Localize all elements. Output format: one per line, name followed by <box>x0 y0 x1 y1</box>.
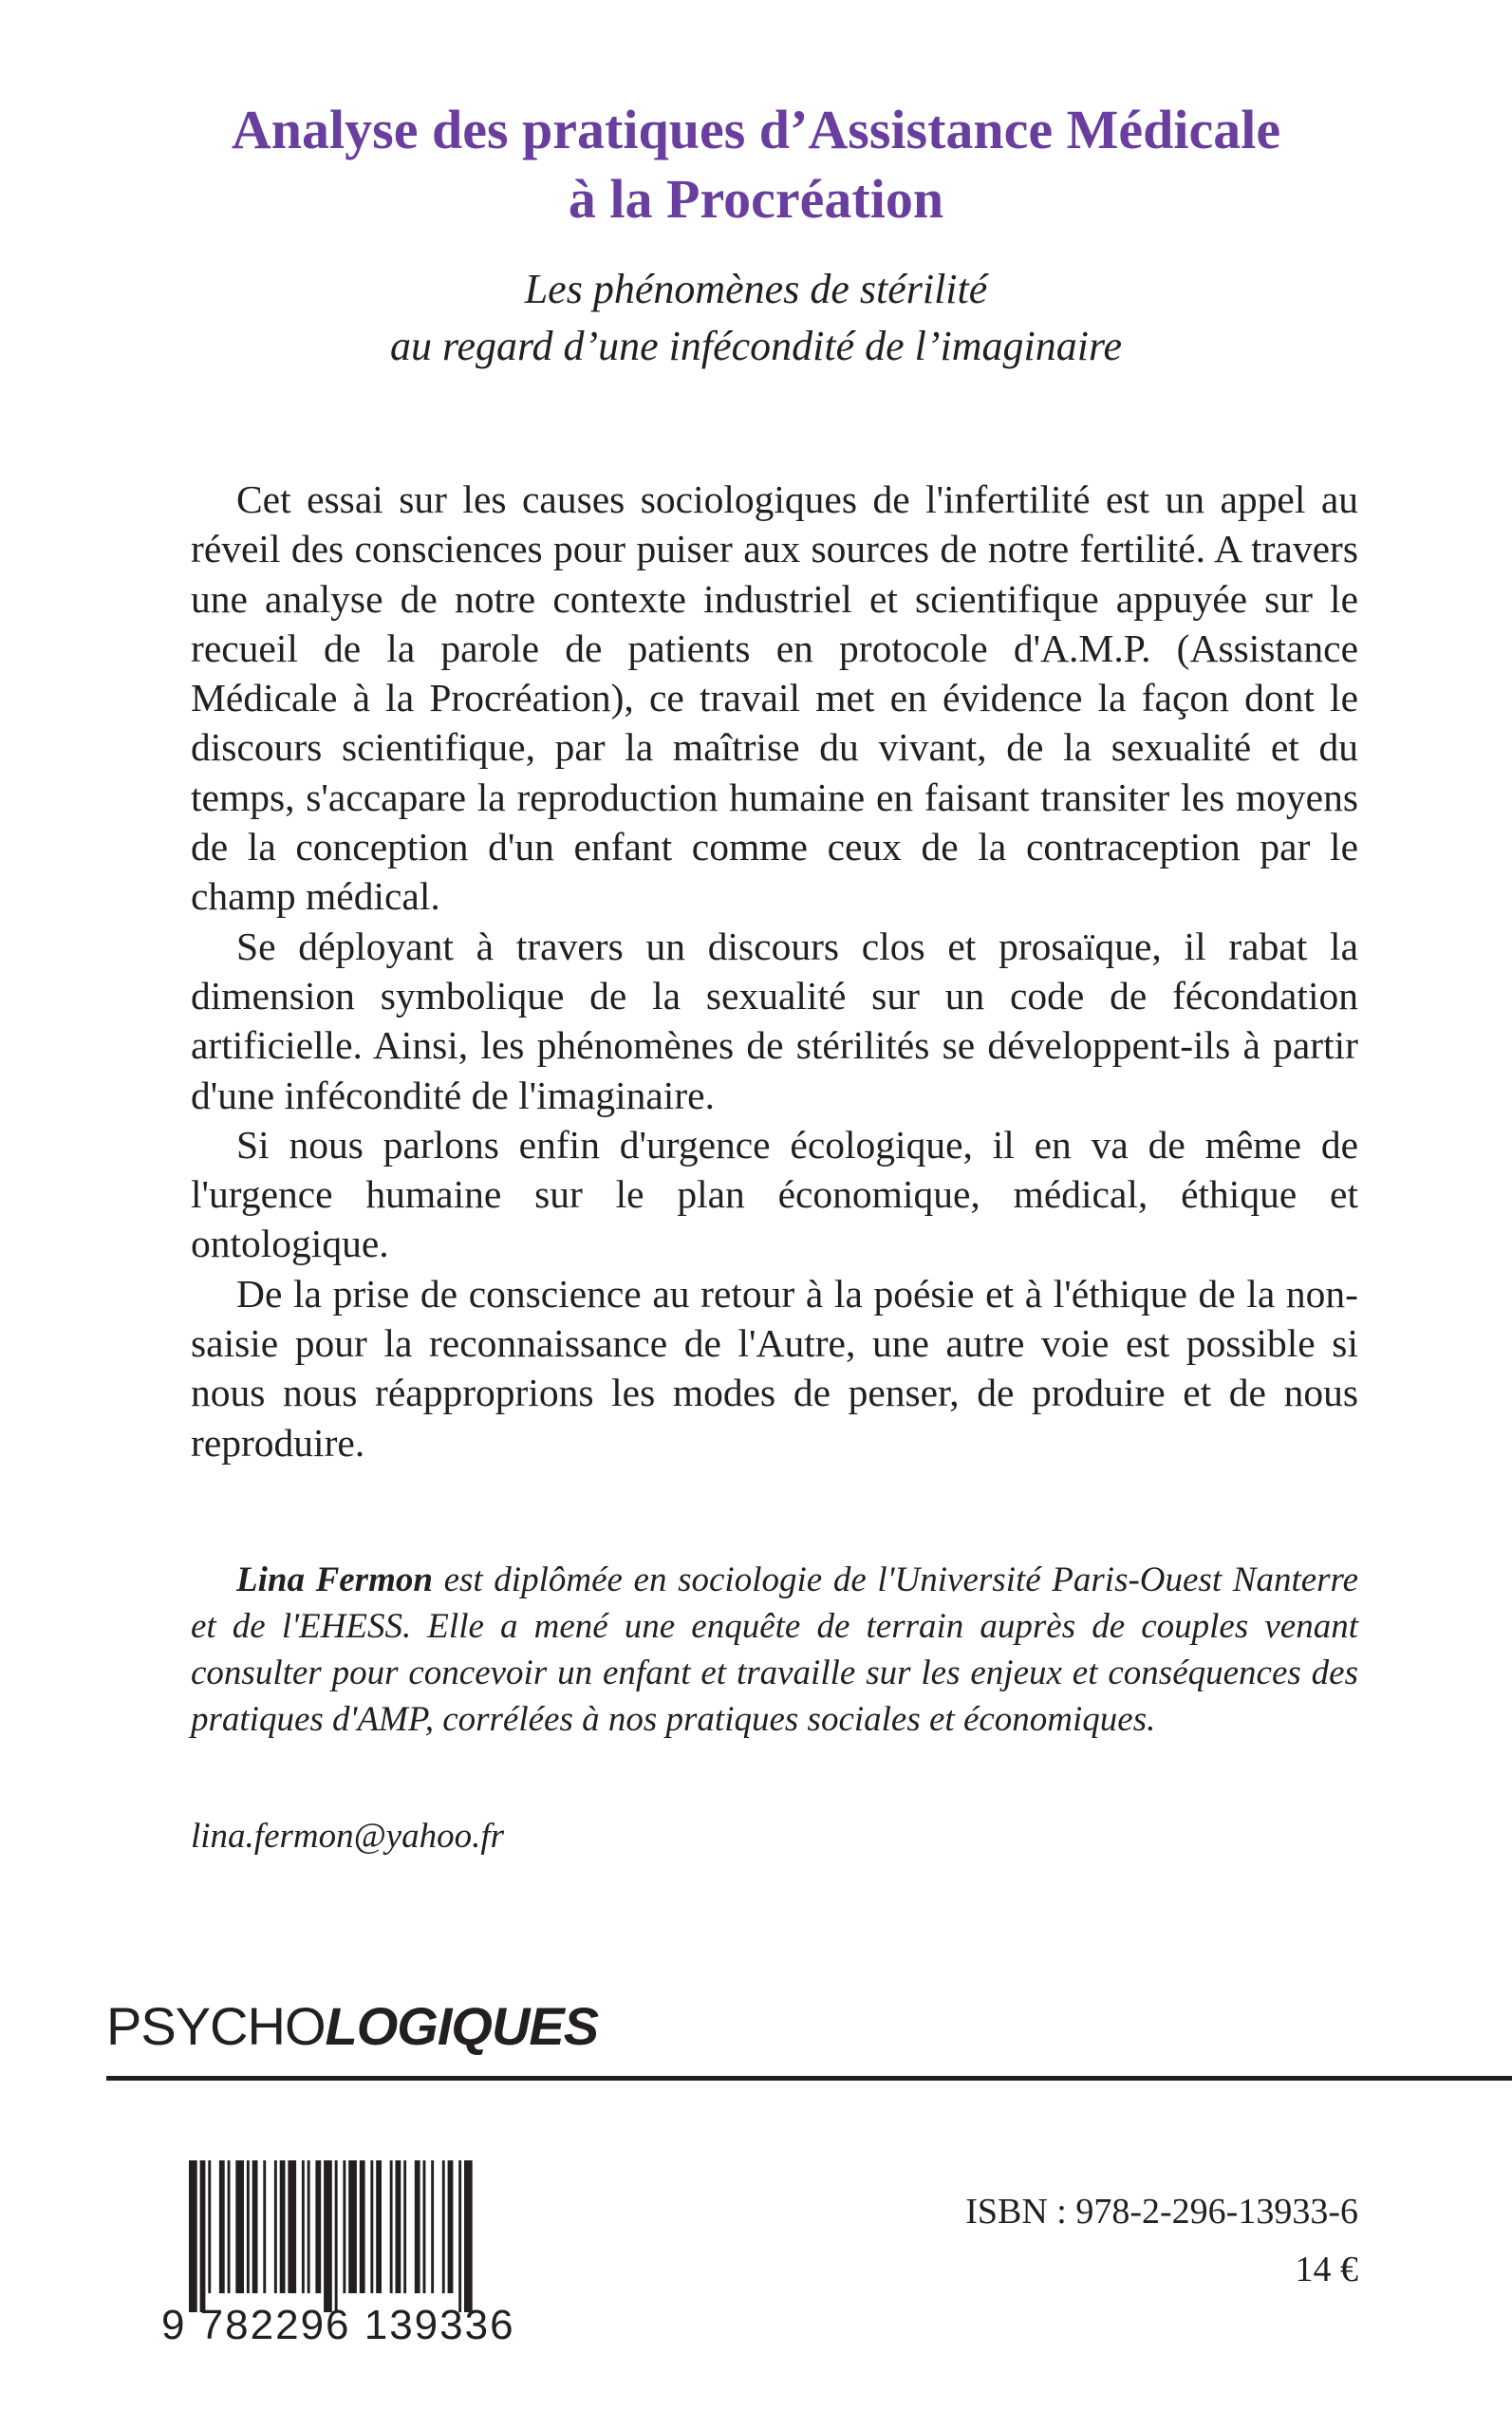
author-bio <box>191 1557 1358 1743</box>
description-paragraph-1: Cet essai sur les causes sociologiques de l'infertilité est un appel au réveil des consciences pour puiser aux sources de notre fertilité. A travers une analyse de notre contexte industriel et scientifique appuyée sur le recueil de la parole de patients en protocole d'A.M.P. (Assistance Médicale à la Procréation), ce travail met en évidence la façon dont le discours scientifique, par la maîtrise du vivant, de la sexualité et du temps, s'accapare la reproduction humaine en faisant transiter les moyens de la conception d'un enfant comme ceux de la contraception par le champ médical. <box>191 477 1358 919</box>
description-paragraph-2: Se déployant à travers un discours clos et prosaïque, il rabat la dimension symbolique de la sexualité sur un code de fécondation artificielle. Ainsi, les phénomènes de stérilités se développent-ils à partir d'une infécondité de l'imaginaire. <box>191 924 1358 1117</box>
barcode-bar <box>360 2160 365 2293</box>
isbn: ISBN : 978-2-296-13933-6 <box>965 2192 1358 2232</box>
barcode-bar <box>235 2160 244 2293</box>
price: 14 € <box>1295 2250 1358 2289</box>
barcode-bar <box>376 2160 382 2293</box>
barcode-bar <box>390 2160 393 2293</box>
barcode-bar <box>464 2160 473 2312</box>
barcode-bar <box>280 2160 286 2293</box>
subtitle-line-1: Les phénomènes de stérilité <box>524 266 988 312</box>
barcode-bar <box>423 2160 426 2293</box>
author-name: Lina Fermon <box>236 1560 433 1599</box>
barcode-digits: 9 782296 139336 <box>161 2302 515 2348</box>
barcode-bar <box>200 2160 206 2312</box>
barcode-bar <box>343 2160 345 2293</box>
series-logo-suffix: LOGIQUES <box>325 1996 599 2056</box>
barcode-bar <box>302 2160 305 2293</box>
description-paragraph-4: De la prise de conscience au retour à la poésie et à l'éthique de la non-saisie pour la reconnaissance de l'Autre, une autre voie est possible si nous nous réapproprions les modes de penser, de produire et de nous reproduire. <box>191 1271 1358 1465</box>
barcode-bar <box>274 2160 277 2293</box>
barcode-bar <box>324 2160 332 2312</box>
subtitle-line-2: au regard d’une infécondité de l’imaginaire <box>389 323 1123 369</box>
barcode-bar <box>448 2160 454 2293</box>
barcode-bar <box>228 2160 231 2293</box>
barcode-bar <box>403 2160 406 2293</box>
barcode-bar <box>288 2160 296 2293</box>
title-line-1: Analyse des pratiques d’Assistance Médicale <box>231 99 1281 160</box>
barcode <box>185 2160 612 2312</box>
divider-rule <box>106 2076 1512 2081</box>
author-email[interactable]: lina.fermon@yahoo.fr <box>191 1817 505 1856</box>
barcode-bar <box>308 2160 310 2293</box>
barcode-bar <box>263 2160 266 2293</box>
barcode-bar <box>415 2160 420 2293</box>
barcode-bar <box>208 2160 211 2293</box>
barcode-bar <box>396 2160 401 2293</box>
barcode-bar <box>335 2160 338 2312</box>
barcode-bar <box>219 2160 225 2293</box>
barcode-bar <box>252 2160 258 2293</box>
series-logo-prefix: PSYCHO <box>106 1996 326 2056</box>
author-bio-text: est diplômée en sociologie de l'Université Paris-Ouest Nanterre et de l'EHESS. Elle a mené une enquête de terrain auprès de couples venant consulter pour concevoir un enfant et travaille sur les enjeux et conséquences des pratiques d'AMP, corrélées à nos pratiques sociales et économiques. <box>191 1560 1358 1739</box>
description <box>191 475 1358 1467</box>
barcode-bar <box>442 2160 445 2293</box>
barcode-bar <box>315 2160 321 2293</box>
barcode-bar <box>370 2160 373 2293</box>
barcode-bar <box>189 2160 197 2312</box>
description-paragraph-3: Si nous parlons enfin d'urgence écologique, il en va de même de l'urgence humaine sur le plan économique, médical, éthique et ontologique. <box>191 1122 1358 1266</box>
author-bio-paragraph <box>191 1557 1358 1743</box>
title-line-2: à la Procréation <box>568 168 944 230</box>
series-logo <box>106 1993 598 2060</box>
barcode-bar <box>458 2160 461 2312</box>
barcode-bar <box>348 2160 357 2293</box>
barcode-bar <box>247 2160 250 2293</box>
barcode-bar <box>431 2160 434 2293</box>
